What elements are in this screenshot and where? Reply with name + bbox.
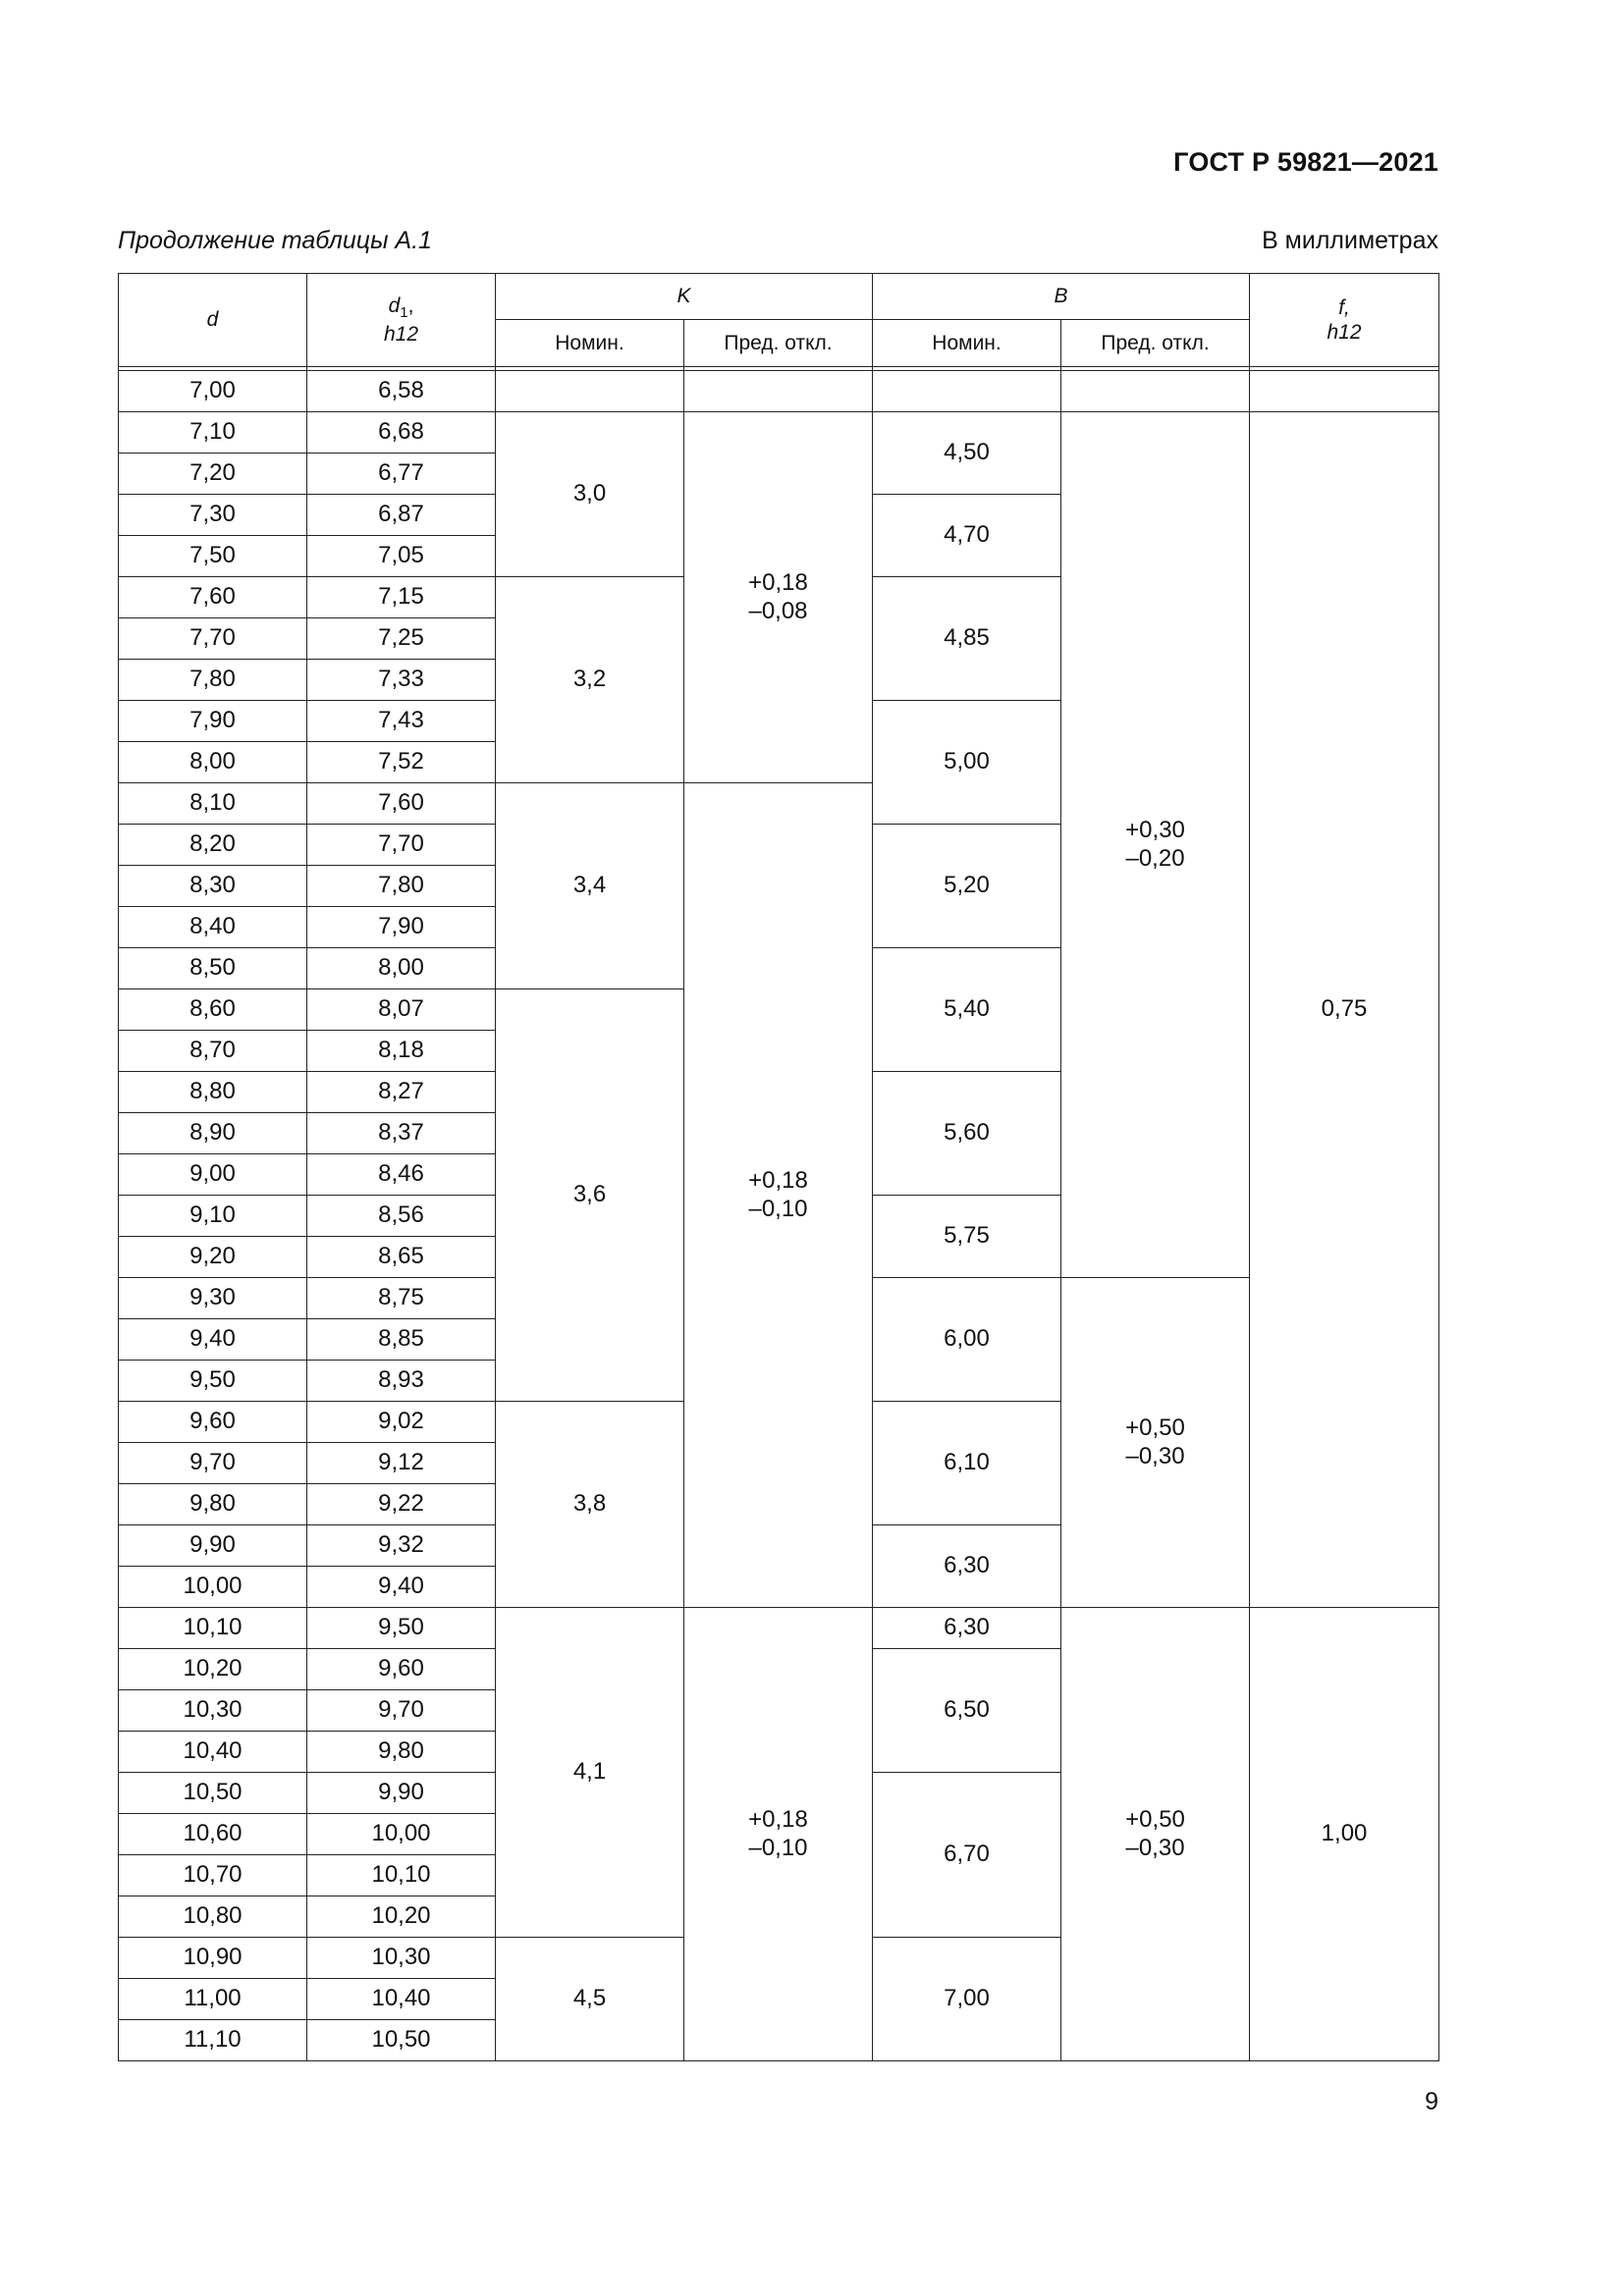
cell-d1: 6,87 <box>307 495 496 536</box>
cell-d: 8,70 <box>119 1031 307 1072</box>
cell-d1: 6,58 <box>307 371 496 412</box>
cell-d: 10,40 <box>119 1732 307 1773</box>
cell-d1: 8,93 <box>307 1361 496 1402</box>
header-f-tolerance: h12 <box>1326 321 1362 344</box>
cell-d: 9,50 <box>119 1361 307 1402</box>
cell-d: 7,30 <box>119 495 307 536</box>
cell-k-nominal: 3,0 <box>496 412 684 577</box>
cell-d: 11,10 <box>119 2020 307 2061</box>
table-row <box>119 1608 1439 1649</box>
header-b: B <box>873 274 1250 320</box>
cell-k-deviation: +0,18 –0,08 <box>684 412 873 783</box>
cell-d: 11,00 <box>119 1979 307 2020</box>
cell-d: 10,50 <box>119 1773 307 1814</box>
cell-d1: 8,75 <box>307 1278 496 1319</box>
cell-d: 10,60 <box>119 1814 307 1855</box>
cell-d1: 6,68 <box>307 412 496 454</box>
document-standard-number: ГОСТ Р 59821—2021 <box>1173 147 1438 177</box>
cell-b-deviation: +0,50 –0,30 <box>1061 1608 1250 2061</box>
cell-d: 7,70 <box>119 618 307 660</box>
cell-b-nominal: 5,20 <box>873 825 1061 948</box>
cell-b-nominal: 4,85 <box>873 577 1061 701</box>
header-k-nominal: Номин. <box>496 320 684 367</box>
cell-d: 10,10 <box>119 1608 307 1649</box>
header-k-deviation: Пред. откл. <box>684 320 873 367</box>
cell-f: 0,75 <box>1250 412 1439 1608</box>
cell-b-nominal: 5,75 <box>873 1196 1061 1278</box>
cell-d1: 8,46 <box>307 1154 496 1196</box>
cell-d1: 8,07 <box>307 989 496 1031</box>
cell-d1: 7,80 <box>307 866 496 907</box>
page-number: 9 <box>1425 2088 1438 2115</box>
cell-b-nominal: 5,40 <box>873 948 1061 1072</box>
cell-d1: 9,22 <box>307 1484 496 1525</box>
cell-b-nominal: 6,10 <box>873 1402 1061 1525</box>
header-f-symbol: f, <box>1338 295 1350 319</box>
cell-d: 8,50 <box>119 948 307 989</box>
cell-k-nominal: 3,2 <box>496 577 684 783</box>
cell-d: 7,90 <box>119 701 307 742</box>
cell-b-nominal: 6,30 <box>873 1525 1061 1608</box>
cell-d1: 9,40 <box>307 1567 496 1608</box>
header-d1-symbol: d <box>388 294 401 317</box>
units-caption: В миллиметрах <box>1262 227 1438 254</box>
cell-d1: 7,15 <box>307 577 496 618</box>
cell-b-nominal: 6,70 <box>873 1773 1061 1938</box>
cell-d1: 9,50 <box>307 1608 496 1649</box>
cell-d: 10,90 <box>119 1938 307 1979</box>
header-b-nominal: Номин. <box>873 320 1061 367</box>
cell-d1: 9,90 <box>307 1773 496 1814</box>
cell-k-nominal: 3,4 <box>496 783 684 989</box>
cell-d: 9,30 <box>119 1278 307 1319</box>
cell-d1: 7,90 <box>307 907 496 948</box>
cell-f: 1,00 <box>1250 1608 1439 2061</box>
cell-b-nominal: 5,00 <box>873 701 1061 825</box>
cell-b-nominal: 5,60 <box>873 1072 1061 1196</box>
cell-d1: 8,27 <box>307 1072 496 1113</box>
cell-d: 10,70 <box>119 1855 307 1896</box>
cell-empty <box>684 371 873 412</box>
header-d1-subscript: 1 <box>400 304 408 321</box>
cell-d1: 10,30 <box>307 1938 496 1979</box>
cell-k-nominal: 3,8 <box>496 1402 684 1608</box>
cell-d1: 8,56 <box>307 1196 496 1237</box>
cell-d: 7,20 <box>119 454 307 495</box>
cell-d1: 7,25 <box>307 618 496 660</box>
cell-b-nominal: 6,00 <box>873 1278 1061 1402</box>
cell-d: 8,20 <box>119 825 307 866</box>
cell-d1: 8,00 <box>307 948 496 989</box>
cell-d1: 9,80 <box>307 1732 496 1773</box>
cell-d: 8,00 <box>119 742 307 783</box>
cell-d: 7,60 <box>119 577 307 618</box>
cell-d1: 7,52 <box>307 742 496 783</box>
cell-d1: 8,18 <box>307 1031 496 1072</box>
cell-d1: 8,85 <box>307 1319 496 1361</box>
cell-d1: 7,60 <box>307 783 496 825</box>
cell-b-deviation: +0,30 –0,20 <box>1061 412 1250 1278</box>
cell-d: 8,90 <box>119 1113 307 1154</box>
cell-d: 10,80 <box>119 1896 307 1938</box>
cell-d: 10,00 <box>119 1567 307 1608</box>
cell-d: 9,20 <box>119 1237 307 1278</box>
cell-d1: 7,33 <box>307 660 496 701</box>
cell-d: 10,20 <box>119 1649 307 1690</box>
cell-d: 8,10 <box>119 783 307 825</box>
cell-empty <box>496 371 684 412</box>
cell-d1: 6,77 <box>307 454 496 495</box>
cell-d1: 7,43 <box>307 701 496 742</box>
cell-d: 9,90 <box>119 1525 307 1567</box>
cell-d: 7,50 <box>119 536 307 577</box>
cell-k-nominal: 3,6 <box>496 989 684 1402</box>
cell-d1: 9,32 <box>307 1525 496 1567</box>
cell-d1: 8,65 <box>307 1237 496 1278</box>
cell-d: 8,30 <box>119 866 307 907</box>
cell-d: 10,30 <box>119 1690 307 1732</box>
cell-d1: 9,02 <box>307 1402 496 1443</box>
cell-d1: 9,70 <box>307 1690 496 1732</box>
cell-empty <box>1061 371 1250 412</box>
cell-d1: 10,00 <box>307 1814 496 1855</box>
cell-empty <box>1250 371 1439 412</box>
cell-d1: 8,37 <box>307 1113 496 1154</box>
cell-d1: 10,10 <box>307 1855 496 1896</box>
cell-d1: 10,40 <box>307 1979 496 2020</box>
cell-d: 7,80 <box>119 660 307 701</box>
cell-d: 7,10 <box>119 412 307 454</box>
cell-d1: 7,70 <box>307 825 496 866</box>
header-k: K <box>496 274 873 320</box>
header-d1: $d_1$, h12 <box>307 274 496 367</box>
dimensions-table <box>118 273 1439 2061</box>
cell-d: 9,80 <box>119 1484 307 1525</box>
cell-k-deviation: +0,18 –0,10 <box>684 1608 873 2061</box>
header-d1-tolerance: h12 <box>383 323 419 346</box>
cell-d1: 10,50 <box>307 2020 496 2061</box>
cell-d: 9,60 <box>119 1402 307 1443</box>
cell-b-nominal: 6,30 <box>873 1608 1061 1649</box>
cell-b-nominal: 7,00 <box>873 1938 1061 2061</box>
header-d: d <box>119 274 307 367</box>
cell-k-nominal: 4,1 <box>496 1608 684 1938</box>
table-row <box>119 371 1439 412</box>
cell-b-nominal: 4,50 <box>873 412 1061 495</box>
header-b-deviation: Пред. откл. <box>1061 320 1250 367</box>
cell-b-nominal: 4,70 <box>873 495 1061 577</box>
cell-d1: 10,20 <box>307 1896 496 1938</box>
cell-b-deviation: +0,50 –0,30 <box>1061 1278 1250 1608</box>
cell-k-deviation: +0,18 –0,10 <box>684 783 873 1608</box>
cell-b-nominal: 6,50 <box>873 1649 1061 1773</box>
cell-d1: 9,60 <box>307 1649 496 1690</box>
cell-d1: 9,12 <box>307 1443 496 1484</box>
cell-d1: 7,05 <box>307 536 496 577</box>
header-f <box>1250 274 1439 367</box>
cell-d: 9,70 <box>119 1443 307 1484</box>
table-continuation-caption: Продолжение таблицы А.1 <box>118 227 432 254</box>
cell-d: 9,40 <box>119 1319 307 1361</box>
cell-d: 9,00 <box>119 1154 307 1196</box>
cell-d: 8,60 <box>119 989 307 1031</box>
cell-empty <box>873 371 1061 412</box>
cell-d: 8,40 <box>119 907 307 948</box>
table-row <box>119 412 1439 454</box>
cell-d: 8,80 <box>119 1072 307 1113</box>
cell-k-nominal: 4,5 <box>496 1938 684 2061</box>
cell-d: 7,00 <box>119 371 307 412</box>
cell-d: 9,10 <box>119 1196 307 1237</box>
